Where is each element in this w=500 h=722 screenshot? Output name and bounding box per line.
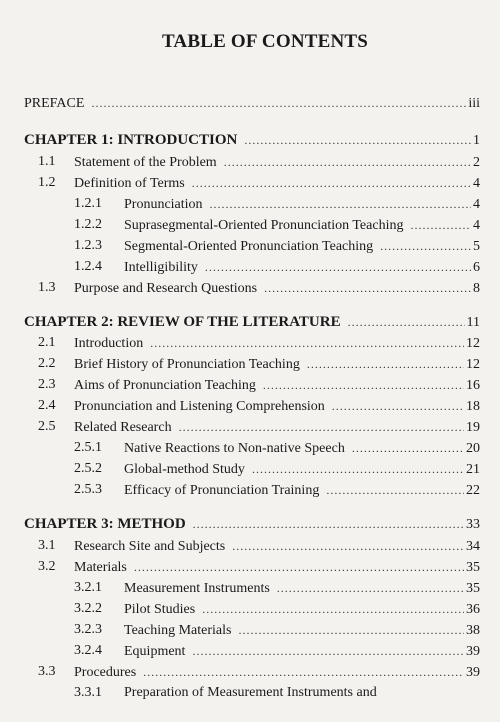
leader-dots xyxy=(303,355,464,373)
leader-dots xyxy=(146,334,464,352)
leader-dots xyxy=(206,195,471,213)
section-number: 2.5.1 xyxy=(74,440,102,455)
page-number: 21 xyxy=(466,462,480,477)
page-number: 5 xyxy=(473,239,480,254)
entry-title: Global-method Study xyxy=(124,462,245,477)
toc-entry xyxy=(24,279,480,297)
page-number: 4 xyxy=(473,218,480,233)
page-number: 4 xyxy=(473,197,480,212)
section-number: 1.1 xyxy=(38,154,56,169)
entry-title: CHAPTER 1: INTRODUCTION xyxy=(24,132,238,148)
entry-title: PREFACE xyxy=(24,96,85,111)
leader-dots xyxy=(228,537,464,555)
toc-entry xyxy=(24,376,480,394)
toc-entry xyxy=(24,684,480,702)
toc-entry xyxy=(24,174,480,192)
toc-entry xyxy=(24,216,480,234)
page-number: 36 xyxy=(466,602,480,617)
page-number: 6 xyxy=(473,260,480,275)
leader-dots xyxy=(87,94,466,112)
toc-entry xyxy=(24,600,480,618)
leader-dots xyxy=(201,258,471,276)
entry-title: Pronunciation and Listening Comprehension xyxy=(74,399,325,414)
page-number: 33 xyxy=(466,517,480,532)
toc-chapter-entry xyxy=(24,515,480,533)
section-number: 1.2.4 xyxy=(74,259,102,274)
toc-entry xyxy=(24,258,480,276)
section-number: 1.3 xyxy=(38,280,56,295)
page-number: 1 xyxy=(473,133,480,148)
section-number: 2.1 xyxy=(38,335,56,350)
leader-dots xyxy=(259,376,464,394)
page-number: 16 xyxy=(466,378,480,393)
entry-title: Related Research xyxy=(74,420,172,435)
page-number: 8 xyxy=(473,281,480,296)
leader-dots xyxy=(240,131,471,149)
leader-dots xyxy=(248,460,464,478)
leader-dots xyxy=(175,418,464,436)
leader-dots xyxy=(328,397,464,415)
toc-entry xyxy=(24,439,480,457)
leader-dots xyxy=(406,216,471,234)
leader-dots xyxy=(234,621,464,639)
page-number: 38 xyxy=(466,623,480,638)
entry-title: CHAPTER 2: REVIEW OF THE LITERATURE xyxy=(24,314,341,330)
page-number: 12 xyxy=(466,336,480,351)
page-number: 11 xyxy=(466,315,480,330)
entry-title: Native Reactions to Non-native Speech xyxy=(124,441,345,456)
entry-title: Intelligibility xyxy=(124,260,198,275)
section-number: 1.2 xyxy=(38,175,56,190)
leader-dots xyxy=(348,439,464,457)
section-number: 3.3 xyxy=(38,664,56,679)
toc-entry xyxy=(24,397,480,415)
page-number: 19 xyxy=(466,420,480,435)
entry-title: Materials xyxy=(74,560,127,575)
section-number: 2.5 xyxy=(38,419,56,434)
section-number: 2.2 xyxy=(38,356,56,371)
entry-title: Efficacy of Pronunciation Training xyxy=(124,483,320,498)
entry-title: Brief History of Pronunciation Teaching xyxy=(74,357,300,372)
toc-entry xyxy=(24,94,480,112)
toc-entry xyxy=(24,481,480,499)
toc-entry xyxy=(24,460,480,478)
toc-entry xyxy=(24,237,480,255)
entry-title: Teaching Materials xyxy=(124,623,232,638)
leader-dots xyxy=(188,642,464,660)
entry-title: Purpose and Research Questions xyxy=(74,281,258,296)
entry-title: Definition of Terms xyxy=(74,176,185,191)
page-number: 35 xyxy=(466,560,480,575)
section-number: 3.2.2 xyxy=(74,601,102,616)
leader-dots xyxy=(139,663,464,681)
entry-title: CHAPTER 3: METHOD xyxy=(24,516,186,532)
section-number: 1.2.2 xyxy=(74,217,102,232)
leader-dots xyxy=(198,600,464,618)
toc-entry xyxy=(24,621,480,639)
entry-title: Suprasegmental-Oriented Pronunciation Teaching xyxy=(124,218,404,233)
page-number: 20 xyxy=(466,441,480,456)
page-number: 22 xyxy=(466,483,480,498)
page-number: 12 xyxy=(466,357,480,372)
entry-title: Preparation of Measurement Instruments and xyxy=(124,685,377,700)
entry-title: Statement of the Problem xyxy=(74,155,217,170)
page-title: TABLE OF CONTENTS xyxy=(161,31,369,52)
leader-dots xyxy=(322,481,464,499)
leader-dots xyxy=(188,174,471,192)
entry-title: Pronunciation xyxy=(124,197,203,212)
toc-entry xyxy=(24,642,480,660)
entry-title: Segmental-Oriented Pronunciation Teaching xyxy=(124,239,374,254)
page-number: 35 xyxy=(466,581,480,596)
section-number: 3.2.1 xyxy=(74,580,102,595)
page-number: 39 xyxy=(466,644,480,659)
page-number: iii xyxy=(468,96,480,111)
leader-dots xyxy=(273,579,464,597)
section-number: 1.2.3 xyxy=(74,238,102,253)
leader-dots xyxy=(344,313,465,331)
page-number: 4 xyxy=(473,176,480,191)
section-number: 3.3.1 xyxy=(74,685,102,700)
toc-chapter-entry xyxy=(24,313,480,331)
page-number: 39 xyxy=(466,665,480,680)
entry-title: Research Site and Subjects xyxy=(74,539,226,554)
section-number: 2.4 xyxy=(38,398,56,413)
toc-entry xyxy=(24,537,480,555)
section-number: 2.5.2 xyxy=(74,461,102,476)
entry-title: Measurement Instruments xyxy=(124,581,270,596)
entry-title: Pilot Studies xyxy=(124,602,196,617)
toc-entry xyxy=(24,579,480,597)
page-number: 2 xyxy=(473,155,480,170)
entry-title: Equipment xyxy=(124,644,186,659)
section-number: 2.3 xyxy=(38,377,56,392)
section-number: 1.2.1 xyxy=(74,196,102,211)
entry-title: Aims of Pronunciation Teaching xyxy=(74,378,256,393)
toc-entry xyxy=(24,153,480,171)
toc-entry xyxy=(24,558,480,576)
toc-entry xyxy=(24,195,480,213)
entry-title: Introduction xyxy=(74,336,144,351)
page-number: 34 xyxy=(466,539,480,554)
leader-dots xyxy=(376,237,471,255)
section-number: 3.2.4 xyxy=(74,643,102,658)
page-number: 18 xyxy=(466,399,480,414)
toc-entry xyxy=(24,663,480,681)
section-number: 3.2 xyxy=(38,559,56,574)
section-number: 3.2.3 xyxy=(74,622,102,637)
leader-dots xyxy=(220,153,471,171)
section-number: 3.1 xyxy=(38,538,56,553)
leader-dots xyxy=(130,558,464,576)
toc-entry xyxy=(24,334,480,352)
entry-title: Procedures xyxy=(74,665,137,680)
toc-chapter-entry xyxy=(24,131,480,149)
toc-entry xyxy=(24,418,480,436)
toc-entry xyxy=(24,355,480,373)
leader-dots xyxy=(260,279,471,297)
leader-dots xyxy=(189,515,464,533)
section-number: 2.5.3 xyxy=(74,482,102,497)
